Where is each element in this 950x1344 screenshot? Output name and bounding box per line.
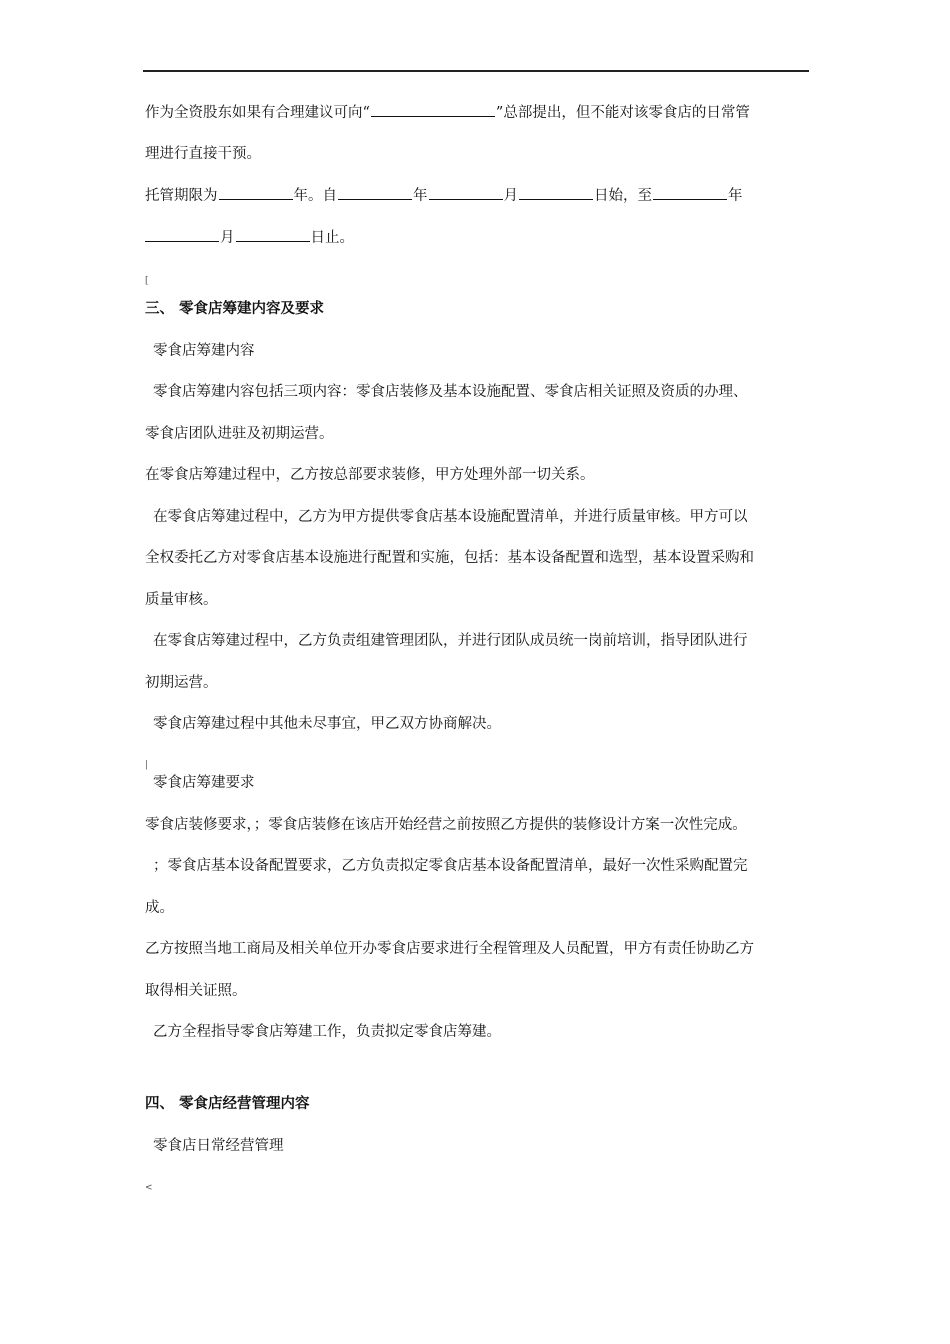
unit-month: 月 — [220, 230, 235, 246]
blank-end-month[interactable] — [145, 227, 219, 242]
paragraph: 零食店筹建内容包括三项内容：零食店装修及基本设施配置、零食店相关证照及资质的办理、 — [153, 384, 748, 400]
text-span: 日始，至 — [594, 188, 652, 204]
term-label: 托管期限为 — [145, 188, 218, 204]
paragraph: 全权委托乙方对零食店基本设施进行配置和实施，包括：基本设备配置和选型，基本设置采购和 — [145, 550, 754, 566]
blank-end-year[interactable] — [653, 185, 727, 200]
paragraph: 取得相关证照。 — [145, 983, 247, 999]
blank-start-month[interactable] — [429, 185, 503, 200]
text-span: ”总部提出，但不能对该零食店的日常管 — [495, 105, 750, 121]
section-4-heading: 四、 零食店经营管理内容 — [145, 1095, 310, 1112]
unit-year: 年 — [293, 188, 308, 204]
section-3-heading: 三、 零食店筹建内容及要求 — [145, 300, 325, 317]
paragraph: 零食店装修要求，；零食店装修在该店开始经营之前按照乙方提供的装修设计方案一次性完成。 — [145, 817, 747, 833]
unit-month: 月 — [503, 188, 518, 204]
paragraph: ；零食店基本设备配置要求，乙方负责拟定零食店基本设备配置清单，最好一次性采购配置完 — [153, 858, 748, 874]
paragraph: 成。 — [145, 900, 174, 916]
blank-start-year[interactable] — [338, 185, 412, 200]
paragraph: 零食店筹建过程中其他未尽事宜，甲乙双方协商解决。 — [153, 716, 501, 732]
blank-fill-field[interactable] — [371, 102, 495, 117]
header-rule — [143, 70, 809, 72]
unit-year: 年 — [413, 188, 428, 204]
unit-year: 年 — [728, 188, 743, 204]
text-span: 。自 — [308, 188, 337, 204]
paragraph-advice-line-1 — [145, 102, 809, 123]
section-3-sub-2: 零食店筹建要求 — [153, 775, 255, 791]
section-3-sub-1: 零食店筹建内容 — [153, 343, 255, 359]
paragraph: 质量审核。 — [145, 592, 218, 608]
blank-term-years[interactable] — [219, 185, 293, 200]
stray-mark: [ — [145, 276, 149, 286]
section-4-sub-1: 零食店日常经营管理 — [153, 1138, 284, 1154]
paragraph: 零食店团队进驻及初期运营。 — [145, 426, 334, 442]
paragraph: 在零食店筹建过程中，乙方为甲方提供零食店基本设施配置清单，并进行质量审核。甲方可以 — [153, 509, 748, 525]
paragraph: 乙方全程指导零食店筹建工作，负责拟定零食店筹建。 — [153, 1024, 501, 1040]
stray-mark: < — [145, 1183, 153, 1193]
paragraph-advice-line-2: 理进行直接干预。 — [145, 146, 261, 162]
term-line-1 — [145, 185, 809, 206]
text-span: 日止。 — [310, 230, 354, 246]
paragraph: 在零食店筹建过程中，乙方按总部要求装修，甲方处理外部一切关系。 — [145, 467, 595, 483]
term-line-2 — [145, 227, 809, 248]
blank-start-day[interactable] — [519, 185, 593, 200]
paragraph: 在零食店筹建过程中，乙方负责组建管理团队，并进行团队成员统一岗前培训，指导团队进行 — [153, 633, 748, 649]
paragraph: 初期运营。 — [145, 675, 218, 691]
paragraph: 乙方按照当地工商局及相关单位开办零食店要求进行全程管理及人员配置，甲方有责任协助乙方 — [145, 941, 754, 957]
stray-mark: | — [145, 760, 149, 770]
blank-end-day[interactable] — [236, 227, 310, 242]
text-span: 作为全资股东如果有合理建议可向“ — [145, 105, 370, 121]
